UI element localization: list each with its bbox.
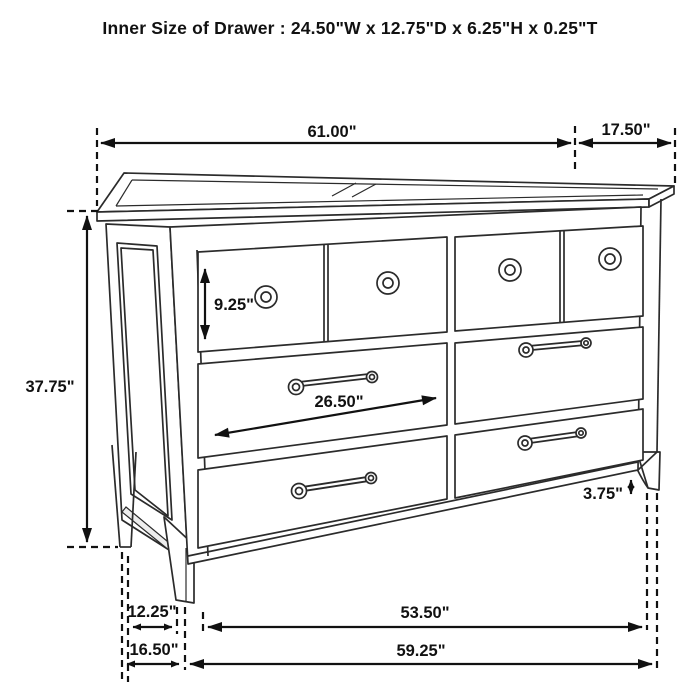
diagram-title: Inner Size of Drawer : 24.50"W x 12.75"D x 6.25"H x 0.25"T xyxy=(102,18,598,38)
dimension-label-top-depth: 17.50" xyxy=(601,121,651,139)
dimension-label-leg-height: 3.75" xyxy=(583,485,623,503)
dimension-label-height: 37.75" xyxy=(25,378,75,396)
dimension-label-top-drawer-height: 9.25" xyxy=(214,296,254,314)
dimension-label-top-width: 61.00" xyxy=(307,123,357,141)
dimension-label-leg-spacing-front: 53.50" xyxy=(400,604,450,622)
dimension-label-base-depth: 16.50" xyxy=(129,641,179,659)
dimension-height xyxy=(25,211,118,547)
dimension-label-base-width: 59.25" xyxy=(396,642,446,660)
dimension-label-drawer-width: 26.50" xyxy=(314,393,364,411)
dresser xyxy=(97,173,674,603)
dimension-top-depth xyxy=(579,121,675,184)
right-side-sliver xyxy=(657,199,661,452)
dimension-label-leg-spacing-side: 12.25" xyxy=(127,603,177,621)
dimension-leg-height xyxy=(583,480,631,503)
top-left-drawer xyxy=(198,237,447,352)
top-right-drawer xyxy=(455,226,643,331)
